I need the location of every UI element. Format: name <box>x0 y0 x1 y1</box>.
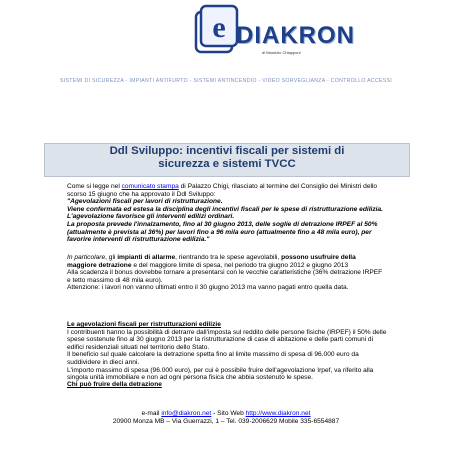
footer-contacts <box>0 410 452 418</box>
quote-body-1: Viene confermata ed estesa la disciplina degli incentivi fiscali per le spese di ristrutturazione edilizia. L'agevolazione favorisce gli interventi edilizi ordinari. <box>67 205 383 221</box>
brand-name: DIAKRON <box>236 22 355 49</box>
page-title <box>44 145 410 171</box>
site-label: - Sito Web <box>211 410 246 417</box>
p2-text-b: , gli <box>105 254 118 261</box>
alarm-paragraph <box>67 254 387 292</box>
brand-tagline: di Maurizio Chiapponi <box>262 50 301 55</box>
p2-text-h: Attenzione: i lavori non vanno ultimati entro il 30 giugno 2013 ma vanno pagati entro quella data. <box>67 284 349 292</box>
intro-text-b: di Palazzo Chigi, rilasciato al termine del Consiglio dei Ministri dello scorso 15 giugno che ha approvato il Ddl Sviluppo: <box>67 183 378 198</box>
services-bar: SISTEMI DI SICUREZZA - IMPIANTI ANTIFURTO - SISTEMI ANTINCENDIO - VIDEO SORVEGLIANZA - CONTROLLO ACCESSI <box>59 78 393 84</box>
p2-text-a: In particolare <box>67 254 106 261</box>
intro-paragraph <box>67 183 387 244</box>
who-section-heading: Chi può fruire della detrazione <box>67 381 162 388</box>
email-link[interactable]: info@diakron.net <box>161 410 212 417</box>
title-line-2: sicurezza e sistemi TVCC <box>158 158 296 170</box>
title-line-1: Ddl Sviluppo: incentivi fiscali per sistemi di <box>109 145 345 157</box>
p2-text-d: , rientrando tra le spese agevolabili, <box>175 254 282 261</box>
p2-text-g: Alla scadenza il bonus dovrebbe tornare a presentarsi con le vecchie caratteristiche (36% detrazione IRPEF e tetto massimo di 48 mila euro). <box>67 269 383 284</box>
p3-text-a: I contribuenti hanno la possibilità di detrarre dall'imposta sul reddito delle persone fisiche (IRPEF) il 50% delle spese sostenute fino al 30 giugno 2013 per la ristrutturazione di case di abitazione e delle parti comuni di edifici residenziali situati nel territorio dello Stato. <box>67 328 387 351</box>
p2-text-c: impianti di allarme <box>117 254 176 261</box>
p2-text-f: e del maggiore limite di spesa, nel periodo tra giugno 2012 e giugno 2013 <box>131 261 349 269</box>
svg-text:e: e <box>212 11 226 44</box>
email-label: e-mail <box>141 410 162 417</box>
press-release-link[interactable]: comunicato stampa <box>121 183 179 190</box>
footer-address: 20900 Monza MB – Via Guerrazzi, 1 – Tel. 039-2006629 Mobile 335-6554887 <box>112 418 340 425</box>
quote-body-2: La proposta prevede l'innalzamento, fino al 30 giugno 2013, delle soglie di detrazione IRPEF al 50% (attualmente è prevista al 36%) per lavori fino a 96 mila euro (attualmente fino a 48 mila euro), per favorire interventi di ristrutturazione edilizia." <box>67 220 378 244</box>
p3-text-c: L'importo massimo di spesa (96.000 euro), per cui è possibile fruire dell'agevolazione Irpef, va riferito alla singola unità immobiliare e non ad ogni persona fisica che abbia sostenuto le spese. <box>67 366 374 382</box>
intro-text-a: Come si legge nel <box>67 183 122 190</box>
agevolazioni-heading: Le agevolazioni fiscali per ristrutturazioni edilizie <box>67 321 221 328</box>
p3-text-b: Il beneficio sul quale calcolare la detrazione spetta fino al limite massimo di spesa di 96.000 euro da suddividere in dieci anni. <box>67 351 359 366</box>
quote-title: "Agevolazioni fiscali per lavori di ristrutturazione. <box>67 198 223 206</box>
agevolazioni-paragraph <box>67 321 387 382</box>
website-link[interactable]: http://www.diakron.net <box>245 410 311 417</box>
p2-text-e: possono usufruire della maggiore detrazione <box>67 254 356 269</box>
